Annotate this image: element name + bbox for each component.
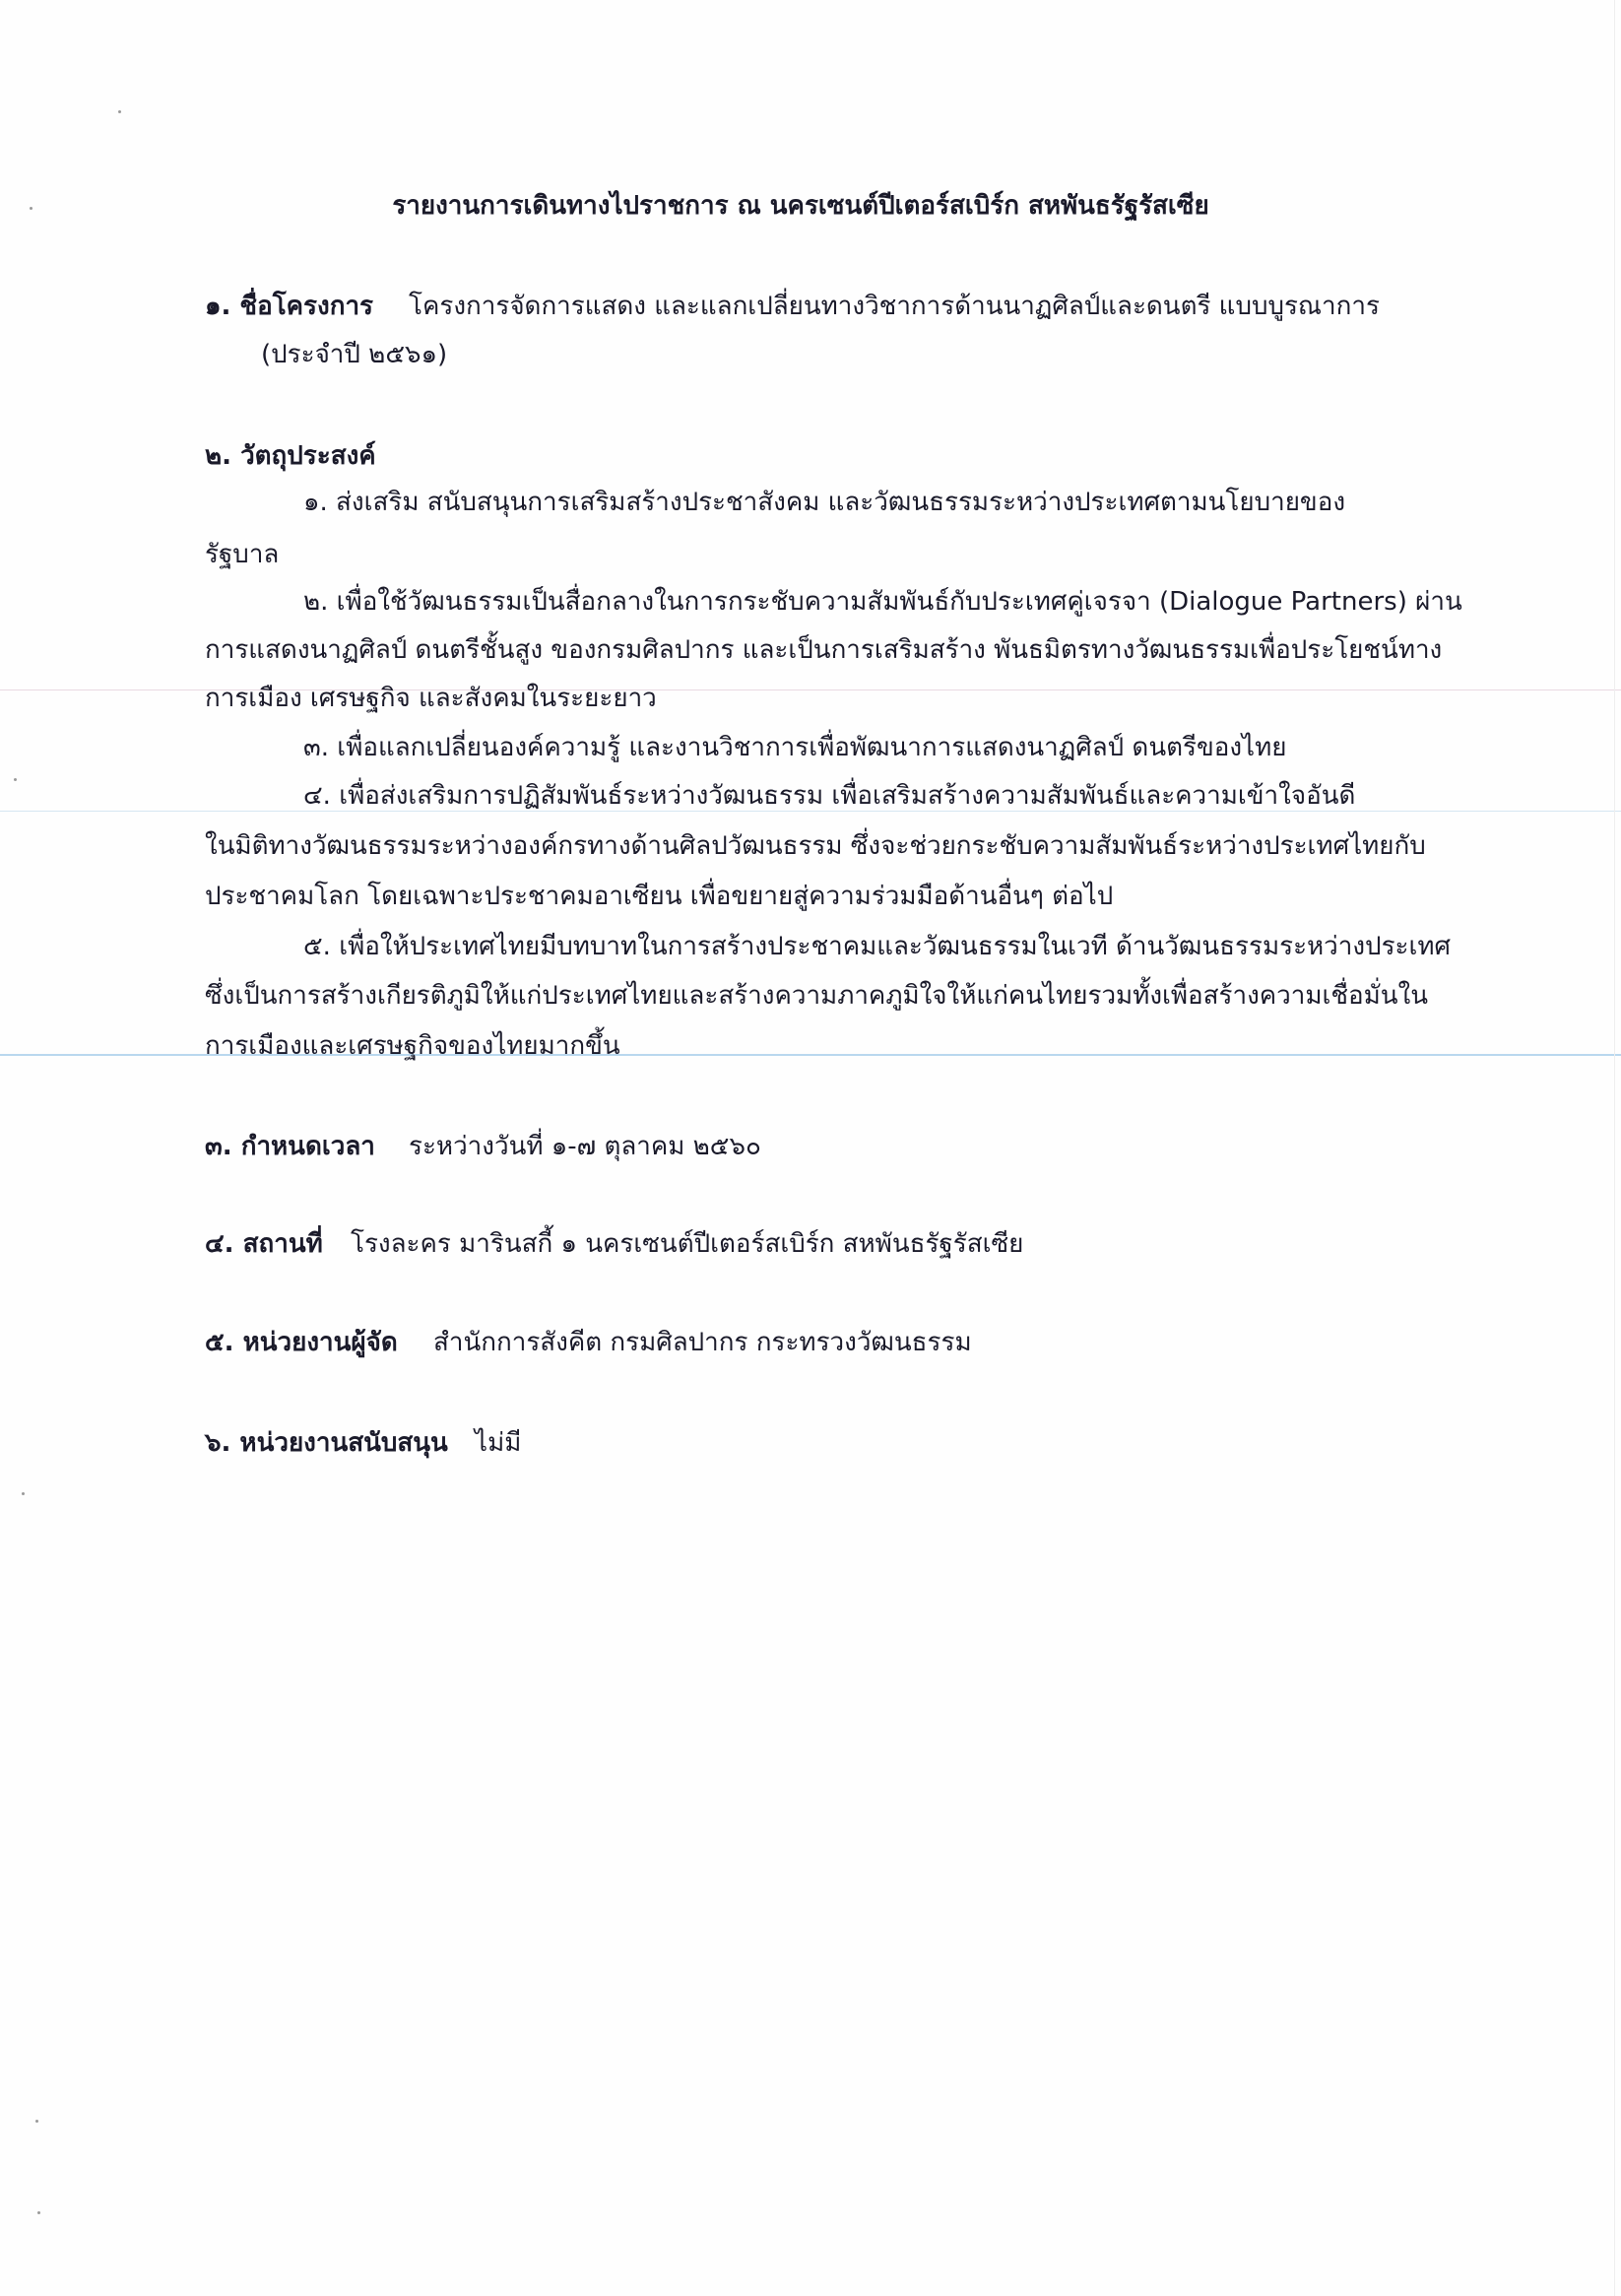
objective-5-line: การเมืองและเศรษฐกิจของไทยมากขึ้น [205,1031,620,1061]
objective-1-line: ๑. ส่งเสริม สนับสนุนการเสริมสร้างประชาสังคม และวัฒนธรรมระหว่างประเทศตามนโยบายของ [303,488,1346,517]
objective-3-line: ๓. เพื่อแลกเปลี่ยนองค์ความรู้ และงานวิชาการเพื่อพัฒนาการแสดงนาฏศิลป์ ดนตรีของไทย [303,733,1287,762]
scan-speck [22,1492,25,1495]
objective-2-line: ๒. เพื่อใช้วัฒนธรรมเป็นสื่อกลางในการกระชับความสัมพันธ์กับประเทศคู่เจรจา (Dialogue Partners) ผ่าน [303,587,1462,617]
section-6-text: ไม่มี [475,1428,522,1458]
section-4-text: โรงละคร มารินสกี้ ๑ นครเซนต์ปีเตอร์สเบิร์ก สหพันธรัฐรัสเซีย [351,1229,1024,1259]
scan-speck [35,2120,38,2123]
objective-4-line: ประชาคมโลก โดยเฉพาะประชาคมอาเซียน เพื่อขยายสู่ความร่วมมือด้านอื่นๆ ต่อไป [205,882,1114,911]
objective-4-line: ๔. เพื่อส่งเสริมการปฏิสัมพันธ์ระหว่างวัฒนธรรม เพื่อเสริมสร้างความสัมพันธ์และความเข้าใจอันดี [303,781,1356,811]
page-edge [1614,0,1615,2296]
section-3-heading: ๓. กำหนดเวลา [205,1132,375,1161]
scan-speck [14,778,17,781]
document-title: รายงานการเดินทางไปราชการ ณ นครเซนต์ปีเตอร์สเบิร์ก สหพันธรัฐรัสเซีย [392,191,1209,221]
section-6-heading: ๖. หน่วยงานสนับสนุน [205,1428,448,1458]
objective-1-line: รัฐบาล [205,540,280,569]
section-3-text: ระหว่างวันที่ ๑-๗ ตุลาคม ๒๕๖๐ [409,1132,761,1161]
section-5-heading: ๕. หน่วยงานผู้จัด [205,1328,398,1357]
section-5-text: สำนักการสังคีต กรมศิลปากร กระทรวงวัฒนธรรม [433,1328,972,1357]
section-2-heading: ๒. วัตถุประสงค์ [205,441,376,471]
objective-4-line: ในมิติทางวัฒนธรรมระหว่างองค์กรทางด้านศิลปวัฒนธรรม ซึ่งจะช่วยกระชับความสัมพันธ์ระหว่างประเทศไทยกับ [205,831,1426,861]
objective-2-line: การแสดงนาฏศิลป์ ดนตรีชั้นสูง ของกรมศิลปากร และเป็นการเสริมสร้าง พันธมิตรทางวัฒนธรรมเพื่อประโยชน์ทาง [205,635,1443,665]
scan-speck [118,110,121,113]
section-1-text: โครงการจัดการแสดง และแลกเปลี่ยนทางวิชาการด้านนาฏศิลป์และดนตรี แบบบูรณาการ [409,292,1380,321]
section-1-heading: ๑. ชื่อโครงการ [205,292,374,321]
objective-5-line: ซึ่งเป็นการสร้างเกียรติภูมิให้แก่ประเทศไทยและสร้างความภาคภูมิใจให้แก่คนไทยรวมทั้งเพื่อสร้างความเชื่อมั่นใน [205,981,1429,1011]
scan-speck [37,2211,40,2214]
objective-5-line: ๕. เพื่อให้ประเทศไทยมีบทบาทในการสร้างประชาคมและวัฒนธรรมในเวที ด้านวัฒนธรรมระหว่างประเทศ [303,932,1452,961]
section-1-text-cont: (ประจำปี ๒๕๖๑) [261,340,448,369]
section-4-heading: ๔. สถานที่ [205,1229,323,1259]
objective-2-line: การเมือง เศรษฐกิจ และสังคมในระยะยาว [205,684,657,713]
